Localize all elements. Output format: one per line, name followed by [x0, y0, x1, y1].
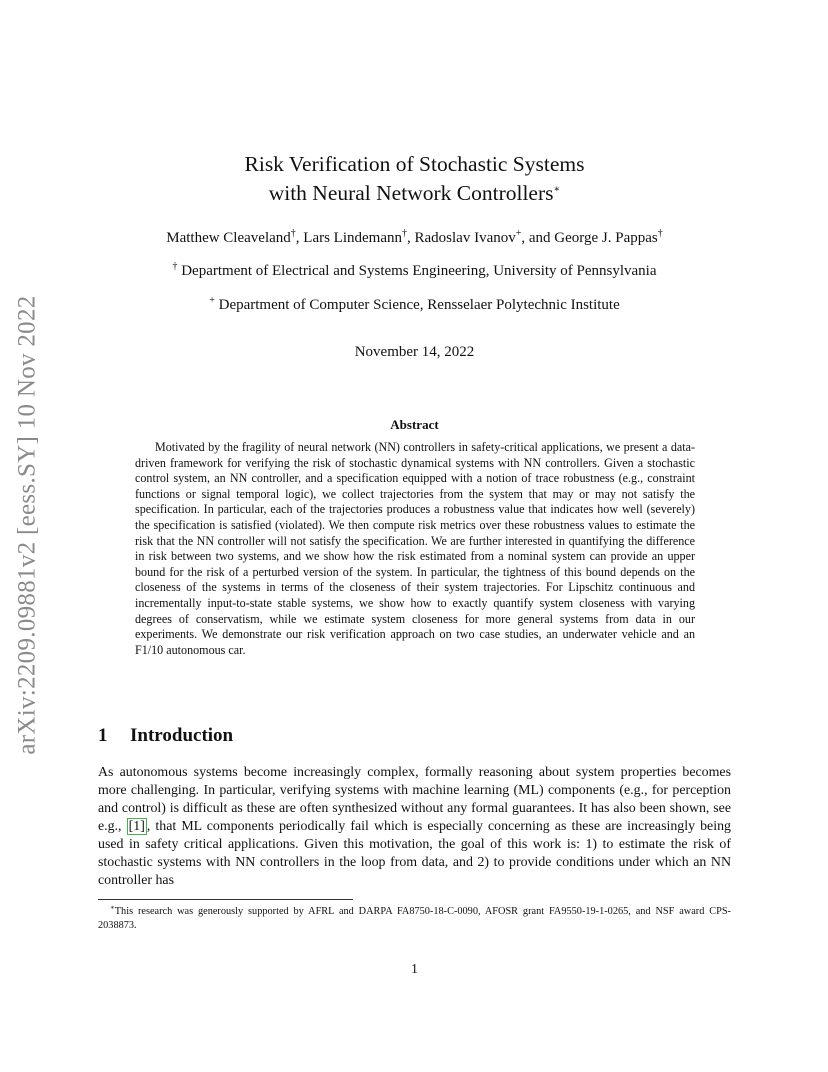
page-number: 1 — [411, 961, 418, 976]
title-line-2 — [98, 179, 731, 208]
intro-paragraph: As autonomous systems become increasingly complex, formally reasoning about system properties becomes more challenging. In particular, verifying systems with machine learning (ML) components (e.g., for perception and control) is difficult as these are often synthesized without any formal guarantees. It has also been shown, see e.g., [1] , that ML components periodically fail which is especially concerning as these are increasingly being used in safety critical applications. Given this motivation, the goal of this work is: 1) to estimate the risk of stochastic systems with NN controllers in the loop from data, and 2) to provide conditions under which an NN controller has — [98, 765, 731, 888]
paper-date: November 14, 2022 — [354, 344, 475, 360]
abstract-text: Motivated by the fragility of neural network (NN) controllers in safety-critical applications, we present a data-driven framework for verifying the risk of stochastic dynamical systems with NN controllers. Given a stochastic control system, an NN controller, and a specification equipped with a notion of trace robustness (e.g., constraint functions or signal temporal logic), we collect trajectories from the system that may or may not satisfy the specification. In particular, each of the trajectories produces a robustness value that indicates how well (severely) the specification is satisfied (violated). We then compute risk metrics over these robustness values to estimate the risk that the NN controller will not satisfy the specification. We are further interested in quantifying the difference in risk between two systems, and we show how the risk estimated from a nominal system can provide an upper bound for the risk of a perturbed version of the system. In particular, the tightness of this bound depends on the closeness of the systems in terms of the closeness of their system trajectories. For Lipschitz continuous and incrementally input-to-state stable systems, we show how to exactly quantify system closeness with varying degrees of conservatism, while we estimate system closeness for more general systems from data in our experiments. We demonstrate our risk verification approach on two case studies, an underwater vehicle and an F1/10 autonomous car. — [135, 440, 695, 657]
arxiv-stamp — [6, 275, 50, 775]
footnote — [98, 905, 731, 933]
title-line-1: Risk Verification of Stochastic Systems — [244, 152, 585, 176]
author: Radoslav Ivanov+, and — [414, 228, 555, 246]
affiliation-mark: † — [172, 261, 178, 272]
author: Matthew Cleaveland†, — [166, 228, 304, 246]
author: George J. Pappas† — [554, 228, 663, 246]
author-mark: + — [515, 228, 522, 239]
section-number: 1 — [98, 725, 108, 746]
abstract-heading: Abstract — [390, 417, 439, 432]
title-footnote-mark: ∗ — [553, 183, 561, 195]
footnote-mark: ∗ — [110, 903, 115, 912]
title-line-2-text: with Neural Network Controllers — [268, 181, 554, 205]
arxiv-stamp-text: arXiv:2209.09881v2 [eess.SY] 10 Nov 2022 — [14, 295, 41, 755]
author-mark: † — [290, 228, 296, 239]
affiliation — [98, 261, 731, 281]
affiliation-text: Department of Electrical and Systems Engineering, University of Pennsylvania — [181, 263, 657, 279]
affiliation-text: Department of Computer Science, Rensselaer Polytechnic Institute — [218, 297, 620, 313]
citation-link[interactable]: [1] — [128, 819, 145, 834]
author-list — [98, 228, 731, 248]
affiliation — [98, 295, 731, 315]
section-title: Introduction — [130, 725, 234, 746]
author-mark: † — [657, 228, 663, 239]
footnote-text: This research was generously supported by AFRL and DARPA FA8750-18-C-0090, AFOSR grant FA9550-19-1-0265, and NSF award CPS-2038873. — [98, 906, 731, 931]
section-heading — [98, 725, 233, 747]
author-mark: † — [402, 228, 407, 239]
paper-title — [98, 150, 731, 208]
affiliation-mark: + — [209, 295, 215, 306]
paper-page — [98, 0, 731, 1072]
footnote-rule — [98, 899, 353, 900]
author: Lars Lindemann†, — [303, 228, 415, 246]
